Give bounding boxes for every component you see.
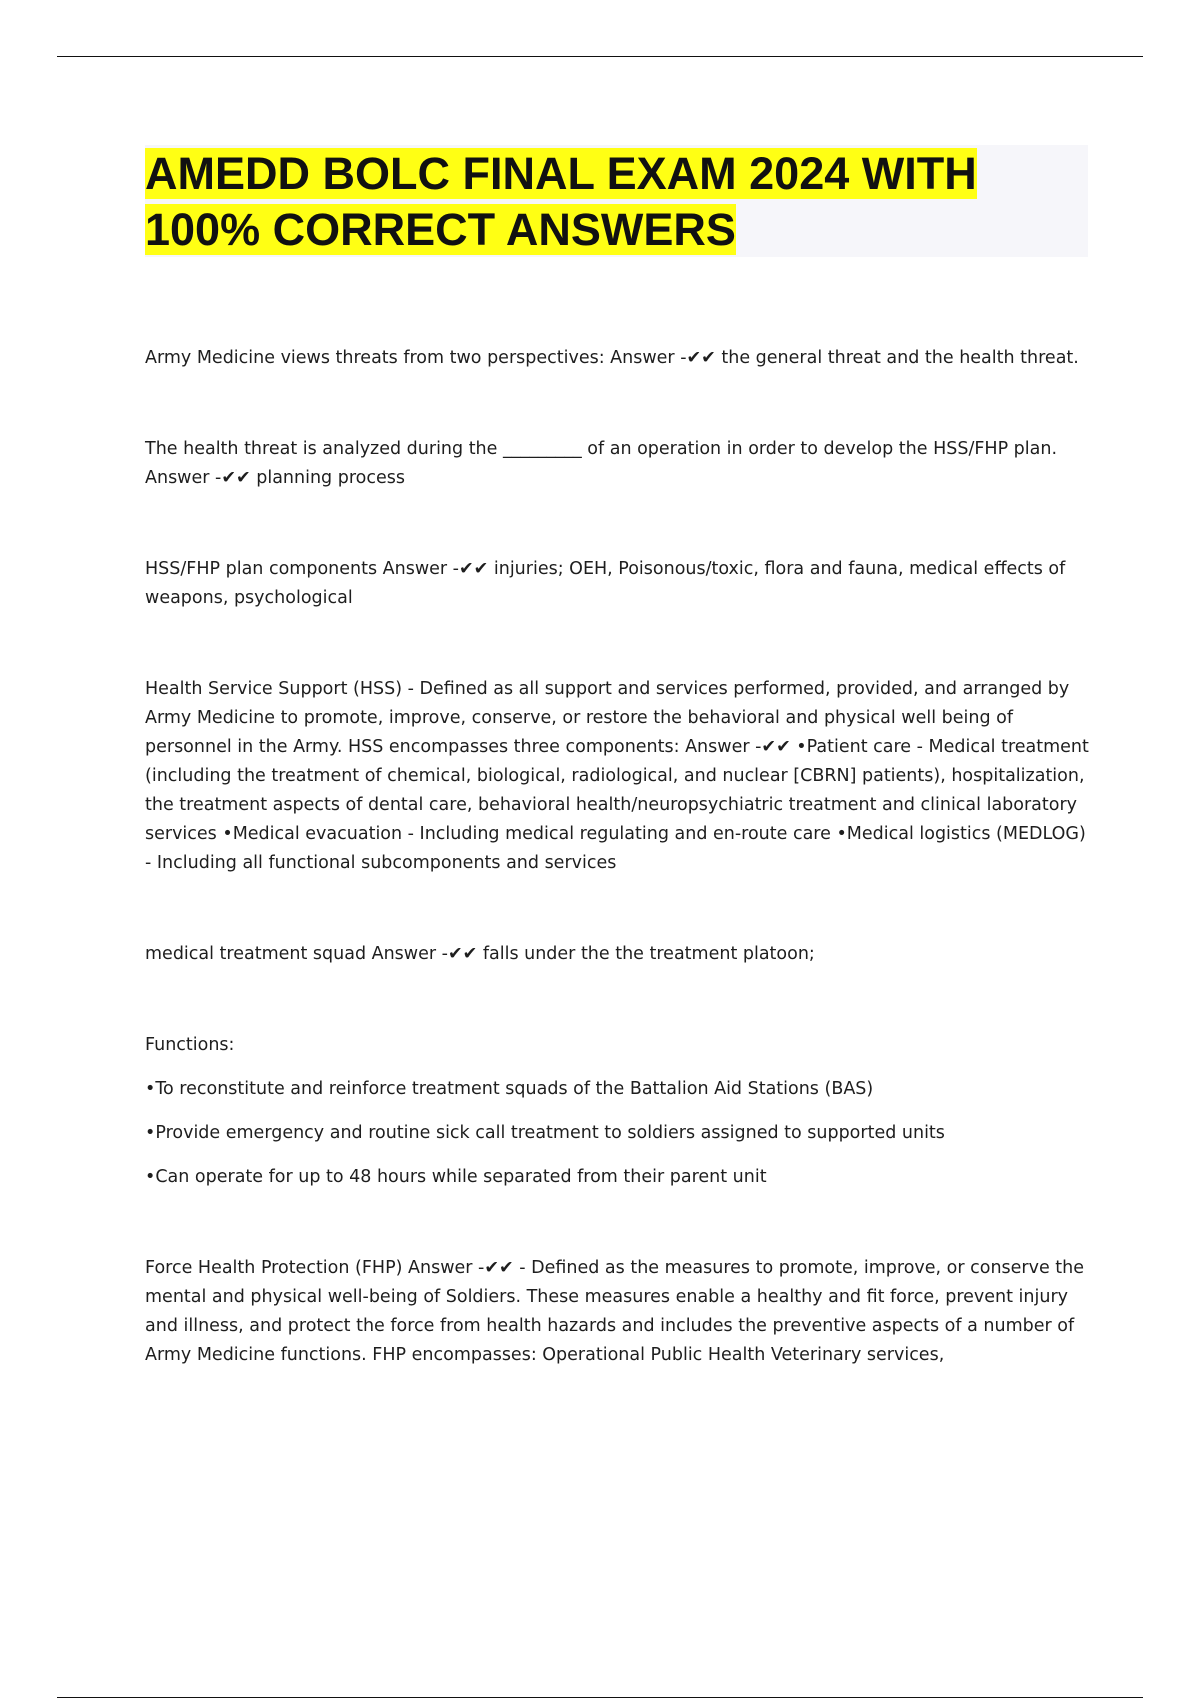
bottom-rule (57, 1697, 1143, 1698)
page-title (145, 146, 1085, 258)
top-rule (57, 56, 1143, 57)
functions-bullet: •Provide emergency and routine sick call treatment to soldiers assigned to supported units (145, 1123, 945, 1143)
qa-item: Army Medicine views threats from two perspectives: Answer -✔✔ the general threat and the health threat. (145, 348, 1079, 368)
title-line-2: 100% CORRECT ANSWERS (145, 204, 736, 255)
qa-item-fhp: Force Health Protection (FHP) Answer -✔✔ - Defined as the measures to promote, improve, or conserve the mental and physical well-being of Soldiers. These measures enable a healthy and fit force, prevent injury and illness, and protect the force from health hazards and includes the preventive aspects of a number of Army Medicine functions. FHP encompasses: Operational Public Health Veterinary services, (145, 1258, 1085, 1365)
qa-item: The health threat is analyzed during the _________ of an operation in order to develop the HSS/FHP plan. Answer -✔✔ planning process (145, 439, 1058, 488)
functions-bullet: •Can operate for up to 48 hours while separated from their parent unit (145, 1167, 767, 1187)
title-line-1: AMEDD BOLC FINAL EXAM 2024 WITH (145, 148, 977, 199)
qa-item: medical treatment squad Answer -✔✔ falls under the the treatment platoon; (145, 944, 815, 964)
functions-bullet: •To reconstitute and reinforce treatment squads of the Battalion Aid Stations (BAS) (145, 1079, 874, 1099)
document-body (145, 344, 1090, 1370)
qa-item: HSS/FHP plan components Answer -✔✔ injuries; OEH, Poisonous/toxic, flora and fauna, medical effects of weapons, psychological (145, 559, 1066, 608)
qa-item: Health Service Support (HSS) - Defined as all support and services performed, provided, and arranged by Army Medicine to promote, improve, conserve, or restore the behavioral and physical well being of personnel in the Army. HSS encompasses three components: Answer -✔✔ •Patient care - Medical treatment (including the treatment of chemical, biological, radiological, and nuclear [CBRN] patients), hospitalization, the treatment aspects of dental care, behavioral health/neuropsychiatric treatment and clinical laboratory services •Medical evacuation - Including medical regulating and en-route care •Medical logistics (MEDLOG) - Including all functional subcomponents and services (145, 679, 1089, 873)
functions-heading: Functions: (145, 1035, 235, 1055)
